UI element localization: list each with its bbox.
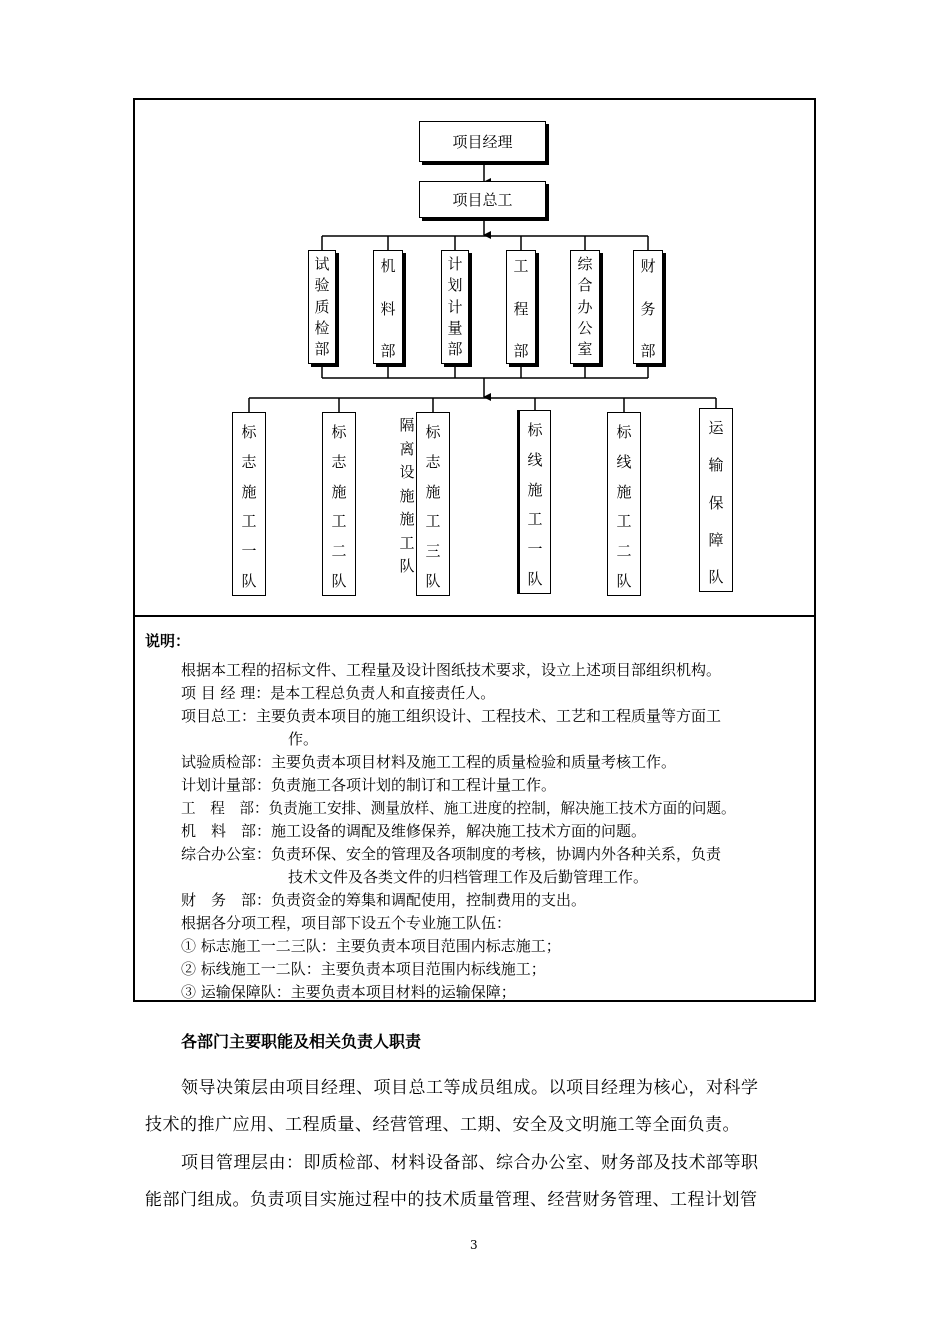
dept-char: 财 bbox=[640, 257, 656, 275]
dept-char: 部 bbox=[314, 340, 330, 358]
team-char: 线 bbox=[527, 450, 543, 469]
dept-char: 试 bbox=[314, 255, 330, 273]
dept-engineering bbox=[506, 250, 536, 364]
dept-finance bbox=[633, 250, 663, 364]
project-manager-box: 项目经理 bbox=[419, 121, 546, 162]
dept-machinery bbox=[373, 250, 403, 364]
dept-char: 检 bbox=[314, 318, 330, 337]
note-line: 工 程 部：负责施工安排、测量放样、施工进度的控制，解决施工技术方面的问题。 bbox=[181, 800, 736, 817]
body-paragraph-line: 能部门组成。负责项目实施过程中的技术质量管理、经营财务管理、工程计划管 bbox=[145, 1190, 758, 1210]
team-char: 离 bbox=[399, 439, 415, 458]
team-char: 队 bbox=[241, 571, 257, 590]
team-char: 一 bbox=[527, 540, 543, 559]
note-line: 项目总工：主要负责本项目的施工组织设计、工程技术、工艺和工程质量等方面工 bbox=[181, 707, 722, 725]
note-line: 项 目 经 理：是本工程总负责人和直接责任人。 bbox=[181, 684, 496, 702]
note-line: ① 标志施工一二三队：主要负责本项目范围内标志施工； bbox=[181, 937, 561, 955]
team-char: 志 bbox=[241, 452, 257, 471]
team-char: 队 bbox=[425, 571, 441, 590]
dept-char: 程 bbox=[513, 299, 529, 318]
dept-char: 办 bbox=[577, 297, 593, 316]
note-line: 作。 bbox=[288, 730, 319, 748]
team-char: 标 bbox=[331, 423, 347, 441]
team-char: 工 bbox=[616, 512, 632, 531]
note-line: 根据各分项工程，项目部下设五个专业施工队伍： bbox=[181, 914, 512, 932]
team-char: 一 bbox=[241, 542, 257, 561]
dept-char: 计 bbox=[447, 297, 463, 316]
team-char: 标 bbox=[616, 423, 632, 441]
dept-char: 部 bbox=[513, 342, 529, 360]
note-line: 试验质检部：主要负责本项目材料及施工工程的质量检验和质量考核工作。 bbox=[181, 753, 677, 771]
dept-char: 量 bbox=[447, 318, 463, 337]
note-line: 财 务 部：负责资金的筹集和调配使用，控制费用的支出。 bbox=[181, 891, 587, 909]
team-char: 工 bbox=[331, 512, 347, 531]
note-line: 根据本工程的招标文件、工程量及设计图纸技术要求，设立上述项目部组织机构。 bbox=[181, 661, 722, 679]
team-char: 队 bbox=[527, 569, 543, 588]
dept-char: 验 bbox=[314, 276, 330, 295]
dept-general-office bbox=[570, 250, 600, 364]
dept-char: 划 bbox=[447, 276, 463, 295]
section-title: 各部门主要职能及相关负责人职责 bbox=[181, 1032, 422, 1051]
dept-char: 合 bbox=[577, 276, 593, 295]
team-isolation-facility bbox=[397, 414, 417, 579]
dept-char: 部 bbox=[640, 342, 656, 360]
team-char: 线 bbox=[616, 452, 632, 471]
team-char: 保 bbox=[708, 493, 724, 512]
body-paragraph-line: 领导决策层由项目经理、项目总工等成员组成。以项目经理为核心，对科学 bbox=[181, 1078, 759, 1098]
dept-char: 公 bbox=[577, 318, 593, 337]
page-number: 3 bbox=[470, 1238, 478, 1252]
body-paragraph-line: 项目管理层由：即质检部、材料设备部、综合办公室、财务部及技术部等职 bbox=[181, 1153, 759, 1173]
dept-char: 部 bbox=[380, 342, 396, 360]
note-line: 机 料 部：施工设备的调配及维修保养，解决施工技术方面的问题。 bbox=[181, 822, 647, 840]
team-char: 施 bbox=[331, 482, 347, 501]
team-char: 施 bbox=[399, 510, 415, 528]
note-line: 技术文件及各类文件的归档管理工作及后勤管理工作。 bbox=[288, 868, 649, 886]
note-line: ② 标线施工一二队：主要负责本项目范围内标线施工； bbox=[181, 960, 546, 978]
team-char: 输 bbox=[708, 456, 724, 475]
team-char: 施 bbox=[527, 480, 543, 499]
team-char: 二 bbox=[331, 542, 347, 561]
dept-char: 务 bbox=[640, 299, 656, 318]
team-char: 志 bbox=[425, 452, 441, 471]
note-line: ③ 运输保障队：主要负责本项目材料的运输保障； bbox=[181, 983, 516, 1001]
team-char: 标 bbox=[527, 421, 543, 439]
team-char: 工 bbox=[241, 512, 257, 531]
team-char: 标 bbox=[241, 423, 257, 441]
team-char: 工 bbox=[425, 512, 441, 531]
dept-char: 机 bbox=[380, 257, 396, 275]
team-char: 施 bbox=[241, 482, 257, 501]
team-char: 队 bbox=[331, 571, 347, 590]
dept-char: 料 bbox=[380, 299, 396, 318]
team-char: 隔 bbox=[399, 416, 415, 434]
note-line: 综合办公室：负责环保、安全的管理及各项制度的考核，协调内外各种关系，负责 bbox=[181, 845, 722, 863]
dept-char: 综 bbox=[577, 255, 593, 273]
team-transport bbox=[699, 408, 733, 592]
team-char: 施 bbox=[425, 482, 441, 501]
team-char: 工 bbox=[399, 533, 415, 552]
dept-char: 室 bbox=[577, 340, 593, 358]
team-char: 队 bbox=[399, 557, 415, 575]
team-char: 二 bbox=[616, 542, 632, 561]
team-char: 施 bbox=[616, 482, 632, 501]
team-marking-2 bbox=[607, 412, 641, 596]
team-char: 工 bbox=[527, 510, 543, 529]
team-char: 志 bbox=[331, 452, 347, 471]
notes-title: 说明： bbox=[145, 632, 191, 650]
body-paragraph-line: 技术的推广应用、工程质量、经营管理、工期、安全及文明施工等全面负责。 bbox=[145, 1115, 740, 1135]
dept-char: 质 bbox=[314, 297, 330, 316]
team-char: 三 bbox=[425, 542, 441, 561]
team-sign-3 bbox=[416, 412, 450, 596]
dept-char: 工 bbox=[513, 257, 529, 275]
team-char: 队 bbox=[708, 568, 724, 586]
team-sign-1 bbox=[232, 412, 266, 596]
chief-engineer-box: 项目总工 bbox=[419, 181, 546, 218]
team-char: 运 bbox=[708, 419, 724, 437]
team-char: 障 bbox=[708, 530, 724, 549]
team-char: 设 bbox=[399, 463, 415, 481]
team-char: 施 bbox=[399, 486, 415, 505]
dept-testing-qc bbox=[308, 250, 336, 364]
team-marking-1 bbox=[517, 410, 551, 594]
dept-char: 部 bbox=[447, 340, 463, 358]
team-char: 标 bbox=[425, 423, 441, 441]
team-sign-2 bbox=[322, 412, 356, 596]
note-line: 计划计量部：负责施工各项计划的制订和工程计量工作。 bbox=[181, 776, 557, 794]
team-char: 队 bbox=[616, 571, 632, 590]
dept-planning bbox=[441, 250, 469, 364]
dept-char: 计 bbox=[447, 255, 463, 273]
